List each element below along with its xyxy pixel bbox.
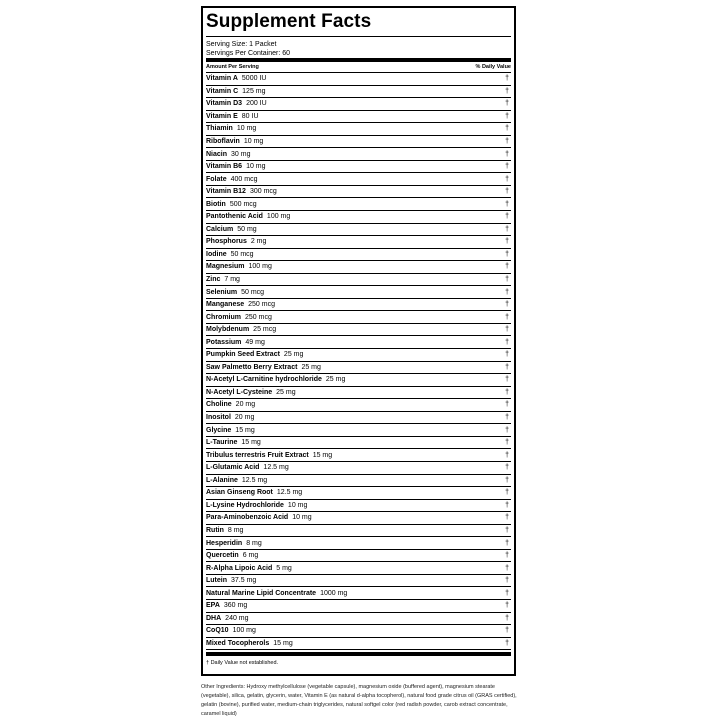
nutrient-name: Molybdenum bbox=[206, 326, 250, 334]
nutrient-label bbox=[206, 640, 293, 647]
nutrient-amount: 12.5 mg bbox=[241, 476, 268, 484]
nutrient-name: Vitamin A bbox=[206, 75, 238, 83]
daily-value-dagger: † bbox=[505, 514, 509, 522]
nutrient-row bbox=[206, 625, 511, 638]
nutrient-label bbox=[206, 489, 302, 496]
nutrient-name: Vitamin D3 bbox=[206, 100, 243, 108]
nutrient-amount: 5 mg bbox=[276, 564, 292, 572]
daily-value-dagger: † bbox=[505, 426, 509, 434]
nutrient-name: Thiamin bbox=[206, 125, 233, 133]
nutrient-row bbox=[206, 173, 511, 186]
nutrient-label bbox=[206, 326, 276, 333]
daily-value-dagger: † bbox=[505, 163, 509, 171]
daily-value-dagger: † bbox=[505, 476, 509, 484]
nutrient-label bbox=[206, 439, 261, 446]
nutrient-row bbox=[206, 387, 511, 400]
daily-value-dagger: † bbox=[505, 250, 509, 258]
nutrient-amount: 8 mg bbox=[227, 526, 244, 534]
nutrient-name: Biotin bbox=[206, 200, 226, 208]
nutrient-label bbox=[206, 565, 292, 572]
nutrient-amount: 50 mcg bbox=[230, 250, 254, 258]
nutrient-amount: 10 mg bbox=[292, 514, 312, 522]
nutrient-amount: 100 mg bbox=[248, 263, 272, 271]
daily-value-dagger: † bbox=[505, 451, 509, 459]
nutrient-name: Iodine bbox=[206, 250, 227, 258]
nutrient-name: L-Taurine bbox=[206, 439, 238, 447]
nutrient-amount: 15 mg bbox=[235, 426, 255, 434]
nutrient-label bbox=[206, 263, 272, 270]
daily-value-dagger: † bbox=[505, 263, 509, 271]
nutrient-name: Vitamin B6 bbox=[206, 163, 243, 171]
nutrient-label bbox=[206, 289, 264, 296]
nutrient-name: Vitamin B12 bbox=[206, 188, 246, 196]
nutrient-row bbox=[206, 475, 511, 488]
nutrient-row bbox=[206, 224, 511, 237]
nutrient-name: Pumpkin Seed Extract bbox=[206, 351, 280, 359]
nutrient-row bbox=[206, 462, 511, 475]
nutrient-amount: 10 mg bbox=[243, 138, 264, 145]
nutrient-amount: 8 mg bbox=[246, 539, 262, 547]
nutrient-amount: 30 mg bbox=[231, 150, 251, 158]
daily-value-dagger: † bbox=[505, 100, 509, 108]
nutrient-amount: 25 mg bbox=[325, 376, 346, 384]
nutrient-name: L-Lysine Hydrochloride bbox=[206, 501, 284, 509]
nutrient-label bbox=[206, 590, 347, 597]
nutrient-name: Selenium bbox=[206, 288, 238, 296]
daily-value-dagger: † bbox=[505, 388, 509, 396]
nutrient-row bbox=[206, 73, 511, 86]
daily-value-dagger: † bbox=[505, 602, 509, 610]
nutrient-row bbox=[206, 249, 511, 262]
serving-size: Serving Size: 1 Packet bbox=[206, 41, 277, 48]
nutrient-amount: 12.5 mg bbox=[263, 464, 289, 472]
nutrient-row bbox=[206, 136, 511, 149]
nutrient-label bbox=[206, 414, 254, 421]
nutrient-amount: 10 mg bbox=[287, 501, 308, 509]
nutrient-name: Inositol bbox=[206, 414, 231, 422]
daily-value-dagger: † bbox=[505, 200, 509, 208]
supplement-facts-panel bbox=[201, 6, 516, 676]
nutrient-amount: 250 mcg bbox=[248, 301, 275, 309]
nutrient-name: Magnesium bbox=[206, 263, 245, 271]
nutrient-row bbox=[206, 487, 511, 500]
daily-value-dagger: † bbox=[505, 589, 509, 597]
nutrient-label bbox=[206, 138, 263, 145]
nutrient-amount: 100 mg bbox=[232, 627, 256, 635]
nutrient-name: L-Alanine bbox=[206, 476, 238, 484]
nutrient-label bbox=[206, 477, 267, 484]
nutrient-label bbox=[206, 389, 296, 396]
nutrient-row bbox=[206, 500, 511, 513]
nutrient-label bbox=[206, 540, 262, 547]
daily-value-dagger: † bbox=[505, 87, 509, 95]
nutrient-name: Quercetin bbox=[206, 552, 239, 560]
nutrient-row bbox=[206, 111, 511, 124]
nutrient-amount: 240 mg bbox=[225, 614, 249, 622]
nutrient-row bbox=[206, 600, 511, 613]
nutrient-row bbox=[206, 374, 511, 387]
nutrient-name: R-Alpha Lipoic Acid bbox=[206, 564, 273, 572]
nutrient-label bbox=[206, 75, 266, 82]
daily-value-dagger: † bbox=[505, 577, 509, 585]
nutrient-name: Phosphorus bbox=[206, 238, 247, 246]
nutrient-row bbox=[206, 274, 511, 287]
nutrient-amount: 50 mg bbox=[237, 225, 257, 233]
nutrient-name: Para-Aminobenzoic Acid bbox=[206, 514, 289, 522]
nutrient-name: Niacin bbox=[206, 150, 228, 158]
nutrient-amount: 80 IU bbox=[241, 112, 259, 120]
daily-value-dagger: † bbox=[505, 150, 509, 158]
nutrient-name: Vitamin E bbox=[206, 112, 238, 120]
daily-value-dagger: † bbox=[505, 627, 509, 635]
nutrient-amount: 10 mg bbox=[236, 125, 257, 133]
daily-value-dagger: † bbox=[505, 639, 509, 647]
nutrient-row bbox=[206, 324, 511, 337]
nutrient-name: Choline bbox=[206, 401, 232, 409]
nutrient-row bbox=[206, 449, 511, 462]
nutrient-amount: 20 mg bbox=[234, 414, 255, 422]
nutrient-name: Zinc bbox=[206, 276, 221, 284]
nutrient-amount: 25 mg bbox=[301, 363, 321, 371]
nutrient-name: Vitamin C bbox=[206, 87, 239, 95]
nutrient-row bbox=[206, 286, 511, 299]
nutrient-row bbox=[206, 412, 511, 425]
nutrient-name: Glycine bbox=[206, 426, 232, 434]
nutrient-amount: 25 mg bbox=[283, 351, 304, 359]
nutrient-amount: 49 mg bbox=[245, 338, 265, 346]
nutrient-name: Calcium bbox=[206, 225, 234, 233]
nutrient-row bbox=[206, 512, 511, 525]
nutrient-row bbox=[206, 98, 511, 111]
nutrient-row bbox=[206, 336, 511, 349]
nutrient-row bbox=[206, 161, 511, 174]
nutrient-amount: 15 mg bbox=[312, 451, 333, 459]
daily-value-dagger: † bbox=[505, 175, 509, 183]
nutrient-label bbox=[206, 552, 258, 559]
nutrient-label bbox=[206, 188, 277, 195]
nutrient-label bbox=[206, 364, 321, 371]
nutrient-label bbox=[206, 301, 275, 308]
daily-value-dagger: † bbox=[505, 464, 509, 472]
nutrient-name: Riboflavin bbox=[206, 138, 240, 145]
daily-value-dagger: † bbox=[505, 326, 509, 334]
nutrient-name: Rutin bbox=[206, 526, 224, 534]
nutrient-amount: 10 mg bbox=[246, 163, 266, 171]
nutrient-amount: 1000 mg bbox=[320, 589, 348, 597]
nutrient-name: N-Acetyl L-Carnitine hydrochloride bbox=[206, 376, 322, 384]
nutrient-name: N-Acetyl L-Cysteine bbox=[206, 388, 273, 396]
nutrient-row bbox=[206, 613, 511, 626]
daily-value-dagger: † bbox=[505, 351, 509, 359]
daily-value-dagger: † bbox=[505, 75, 509, 83]
nutrient-label bbox=[206, 427, 255, 434]
nutrient-amount: 5000 IU bbox=[241, 75, 267, 83]
nutrient-label bbox=[206, 351, 303, 358]
nutrient-row bbox=[206, 211, 511, 224]
nutrient-label bbox=[206, 251, 254, 258]
daily-value-dagger: † bbox=[505, 138, 509, 145]
nutrient-name: Tribulus terrestris Fruit Extract bbox=[206, 451, 309, 459]
daily-value-dagger: † bbox=[505, 313, 509, 321]
nutrient-row bbox=[206, 362, 511, 375]
amount-per-serving-label: Amount Per Serving bbox=[206, 64, 259, 70]
nutrient-name: Folate bbox=[206, 175, 227, 183]
nutrient-amount: 300 mcg bbox=[249, 188, 277, 196]
nutrient-label bbox=[206, 176, 257, 183]
daily-value-dagger: † bbox=[505, 414, 509, 422]
nutrient-amount: 500 mcg bbox=[229, 200, 257, 208]
daily-value-dagger: † bbox=[505, 238, 509, 246]
nutrient-amount: 15 mg bbox=[241, 439, 261, 447]
nutrient-name: Asian Ginseng Root bbox=[206, 489, 273, 497]
daily-value-dagger: † bbox=[505, 439, 509, 447]
nutrient-row bbox=[206, 587, 511, 600]
serving-info bbox=[206, 36, 511, 58]
nutrient-amount: 20 mg bbox=[235, 401, 256, 409]
nutrient-name: Chromium bbox=[206, 313, 241, 321]
nutrient-label bbox=[206, 527, 243, 534]
nutrient-name: Manganese bbox=[206, 301, 245, 309]
nutrient-amount: 125 mg bbox=[242, 87, 266, 95]
nutrient-row bbox=[206, 537, 511, 550]
nutrient-name: CoQ10 bbox=[206, 627, 229, 635]
nutrient-label bbox=[206, 100, 267, 107]
daily-value-dagger: † bbox=[505, 552, 509, 560]
nutrient-row bbox=[206, 123, 511, 136]
daily-value-dagger: † bbox=[505, 614, 509, 622]
daily-value-dagger: † bbox=[505, 188, 509, 196]
nutrient-amount: 250 mcg bbox=[245, 313, 272, 321]
nutrient-label bbox=[206, 376, 345, 383]
nutrient-label bbox=[206, 163, 266, 170]
nutrient-row bbox=[206, 525, 511, 538]
nutrient-name: EPA bbox=[206, 602, 220, 610]
daily-value-dagger: † bbox=[505, 401, 509, 409]
nutrient-label bbox=[206, 452, 332, 459]
nutrient-row bbox=[206, 261, 511, 274]
daily-value-dagger: † bbox=[505, 213, 509, 221]
nutrient-label bbox=[206, 339, 265, 346]
daily-value-dagger: † bbox=[505, 564, 509, 572]
daily-value-dagger: † bbox=[505, 539, 509, 547]
nutrient-label bbox=[206, 615, 249, 622]
nutrient-label bbox=[206, 401, 255, 408]
nutrient-row bbox=[206, 148, 511, 161]
daily-value-dagger: † bbox=[505, 301, 509, 309]
nutrient-label bbox=[206, 125, 256, 132]
daily-value-label: % Daily Value bbox=[475, 64, 511, 70]
daily-value-dagger: † bbox=[505, 376, 509, 384]
nutrient-amount: 360 mg bbox=[223, 602, 248, 610]
nutrient-row bbox=[206, 550, 511, 563]
daily-value-dagger: † bbox=[505, 363, 509, 371]
nutrient-row bbox=[206, 349, 511, 362]
nutrient-row bbox=[206, 186, 511, 199]
nutrient-amount: 6 mg bbox=[242, 552, 259, 560]
nutrient-amount: 7 mg bbox=[224, 276, 240, 284]
nutrient-label bbox=[206, 88, 266, 95]
nutrient-label bbox=[206, 276, 240, 283]
nutrient-name: Potassium bbox=[206, 338, 242, 346]
nutrient-label bbox=[206, 314, 272, 321]
nutrient-amount: 25 mg bbox=[276, 388, 296, 396]
nutrient-label bbox=[206, 502, 307, 509]
nutrient-name: Lutein bbox=[206, 577, 227, 585]
nutrient-row bbox=[206, 236, 511, 249]
nutrient-name: Natural Marine Lipid Concentrate bbox=[206, 589, 317, 597]
daily-value-dagger: † bbox=[505, 501, 509, 509]
nutrient-label bbox=[206, 213, 290, 220]
nutrient-amount: 2 mg bbox=[250, 238, 267, 246]
nutrient-name: Pantothenic Acid bbox=[206, 213, 263, 221]
nutrient-name: Saw Palmetto Berry Extract bbox=[206, 363, 298, 371]
nutrient-name: DHA bbox=[206, 614, 222, 622]
nutrient-amount: 15 mg bbox=[273, 639, 293, 647]
daily-value-dagger: † bbox=[505, 288, 509, 296]
nutrient-row bbox=[206, 424, 511, 437]
nutrient-amount: 25 mcg bbox=[253, 326, 277, 334]
nutrient-row bbox=[206, 575, 511, 588]
servings-per-container: Servings Per Container: 60 bbox=[206, 50, 291, 57]
column-header bbox=[206, 62, 511, 73]
nutrient-row bbox=[206, 562, 511, 575]
daily-value-dagger: † bbox=[505, 276, 509, 284]
nutrient-row bbox=[206, 299, 511, 312]
nutrient-row bbox=[206, 399, 511, 412]
nutrient-amount: 100 mg bbox=[266, 213, 291, 221]
daily-value-dagger: † bbox=[505, 526, 509, 534]
nutrient-label bbox=[206, 602, 247, 609]
nutrient-amount: 200 IU bbox=[246, 100, 267, 108]
nutrient-row bbox=[206, 198, 511, 211]
daily-value-dagger: † bbox=[505, 338, 509, 346]
daily-value-dagger: † bbox=[505, 489, 509, 497]
nutrient-label bbox=[206, 151, 250, 158]
nutrient-row bbox=[206, 437, 511, 450]
nutrient-amount: 50 mcg bbox=[241, 288, 265, 296]
nutrient-label bbox=[206, 514, 312, 521]
nutrient-row bbox=[206, 638, 511, 651]
nutrient-label bbox=[206, 577, 256, 584]
nutrient-label bbox=[206, 226, 257, 233]
daily-value-dagger: † bbox=[505, 225, 509, 233]
nutrient-row bbox=[206, 311, 511, 324]
panel-title: Supplement Facts bbox=[206, 11, 372, 32]
nutrient-name: L-Glutamic Acid bbox=[206, 464, 260, 472]
nutrient-row bbox=[206, 86, 511, 99]
footnote: † Daily Value not established. bbox=[206, 660, 279, 667]
other-ingredients: Other Ingredients: Hydroxy methylcellulose (vegetable capsule), magnesium oxide (buffered agent), magnesium stearate (vegetable), silica, gelatin, glycerin, water, Vitamin E (as natural d-alpha tocopherol), natural food grade citrus oil (GRAS certified), gelatin (bovine), purified water, medium-chain triglycerides, natural softgel color (red radish powder, carob extract concentrate, caramel liquid) bbox=[201, 684, 517, 717]
nutrient-label bbox=[206, 238, 266, 245]
nutrient-amount: 12.5 mg bbox=[276, 489, 303, 497]
nutrient-amount: 400 mcg bbox=[230, 175, 258, 183]
nutrient-label bbox=[206, 113, 259, 120]
nutrient-name: Hesperidin bbox=[206, 539, 243, 547]
daily-value-dagger: † bbox=[505, 112, 509, 120]
nutrient-label bbox=[206, 201, 257, 208]
nutrient-label bbox=[206, 464, 289, 471]
nutrient-name: Mixed Tocopherols bbox=[206, 639, 270, 647]
daily-value-dagger: † bbox=[505, 125, 509, 133]
nutrient-amount: 37.5 mg bbox=[231, 577, 257, 585]
nutrient-list bbox=[206, 73, 511, 650]
nutrient-label bbox=[206, 627, 256, 634]
